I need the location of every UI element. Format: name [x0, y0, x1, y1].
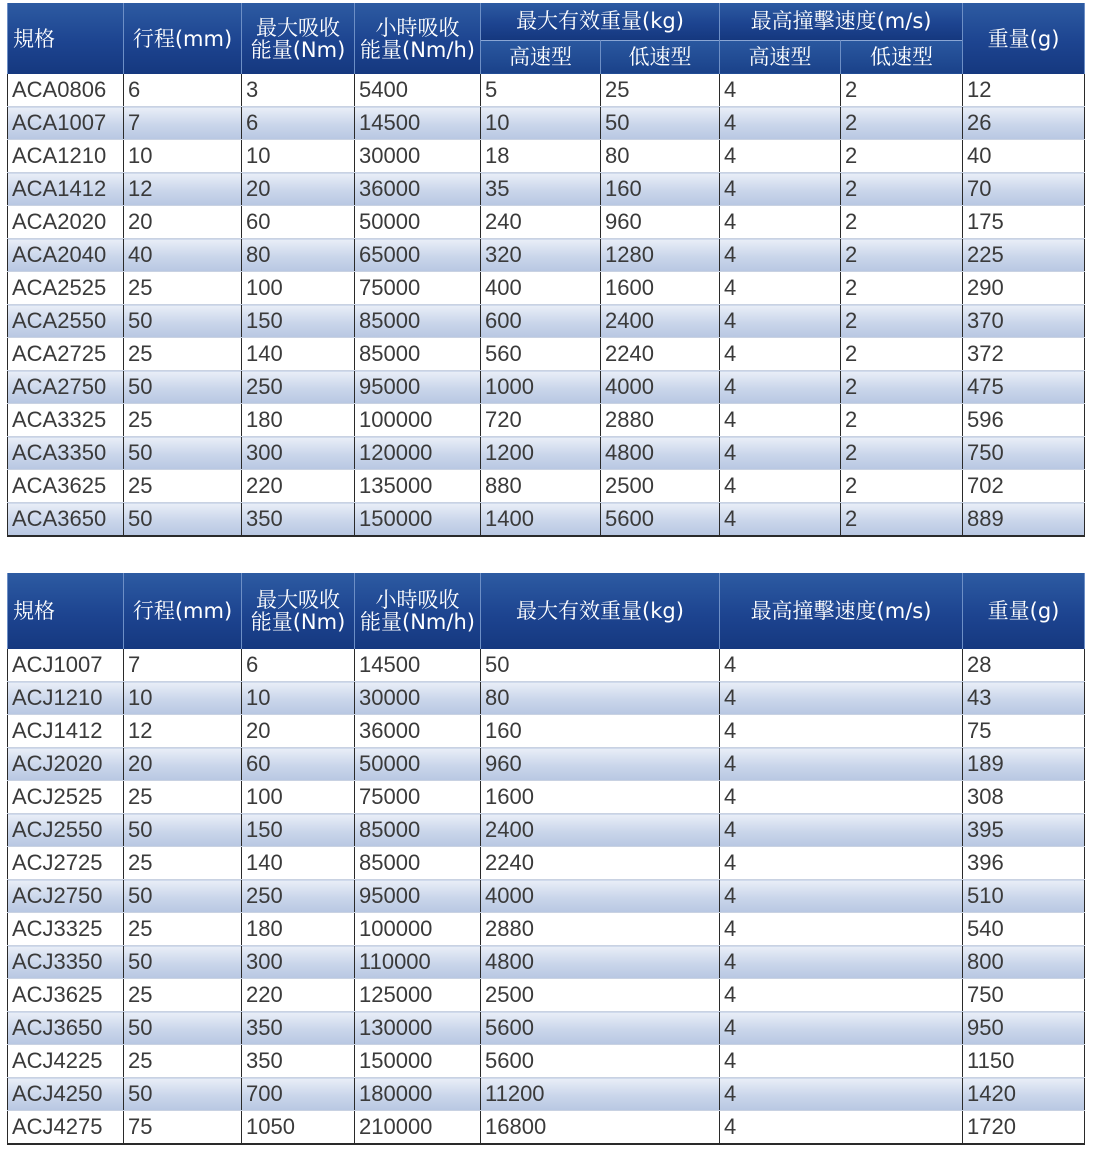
cell-max-energy: 700	[242, 1078, 355, 1111]
cell-max-energy: 100	[242, 781, 355, 814]
cell-weight: 290	[963, 272, 1085, 305]
table-row	[8, 1045, 1085, 1078]
cell-max-energy: 140	[242, 338, 355, 371]
cell-max-energy: 300	[242, 437, 355, 470]
cell-hourly-energy: 85000	[355, 305, 481, 338]
cell-speed-high-speed: 4	[720, 338, 841, 371]
table-row	[8, 305, 1085, 338]
cell-max-weight: 50	[481, 649, 720, 682]
header-max-energy-line2: 能量(Nm)	[250, 610, 346, 634]
cell-spec: ACJ2550	[8, 814, 124, 847]
cell-spec: ACJ3325	[8, 913, 124, 946]
acj-spec-table	[7, 573, 1085, 1145]
cell-stroke: 12	[124, 173, 242, 206]
cell-stroke: 7	[124, 649, 242, 682]
header-max-energy-line2: 能量(Nm)	[250, 37, 346, 62]
cell-hourly-energy: 5400	[355, 74, 481, 107]
cell-weight: 28	[963, 649, 1085, 682]
cell-weight: 75	[963, 715, 1085, 748]
header-stroke: 行程(mm)	[124, 3, 242, 74]
cell-speed-low-speed: 2	[841, 239, 963, 272]
cell-weight-high-speed: 240	[481, 206, 601, 239]
cell-weight: 540	[963, 913, 1085, 946]
header-max-speed: 最高撞擊速度(m/s)	[720, 573, 963, 649]
header-max-weight: 最大有效重量(kg)	[481, 573, 720, 649]
header-spec: 規格	[8, 573, 124, 649]
cell-weight-high-speed: 10	[481, 107, 601, 140]
cell-max-energy: 220	[242, 979, 355, 1012]
cell-hourly-energy: 30000	[355, 140, 481, 173]
cell-hourly-energy: 75000	[355, 272, 481, 305]
cell-hourly-energy: 135000	[355, 470, 481, 503]
cell-spec: ACJ1007	[8, 649, 124, 682]
table-row	[8, 649, 1085, 682]
cell-weight: 225	[963, 239, 1085, 272]
cell-weight: 750	[963, 437, 1085, 470]
cell-spec: ACA1007	[8, 107, 124, 140]
cell-max-energy: 10	[242, 140, 355, 173]
cell-weight-low-speed: 50	[601, 107, 720, 140]
cell-speed-low-speed: 2	[841, 470, 963, 503]
cell-weight: 175	[963, 206, 1085, 239]
acj-table-header	[8, 573, 1085, 649]
cell-stroke: 50	[124, 503, 242, 537]
cell-spec: ACJ2020	[8, 748, 124, 781]
cell-speed-low-speed: 2	[841, 371, 963, 404]
cell-max-energy: 150	[242, 305, 355, 338]
header-spec: 規格	[8, 3, 124, 74]
cell-max-energy: 3	[242, 74, 355, 107]
cell-weight: 189	[963, 748, 1085, 781]
cell-stroke: 25	[124, 404, 242, 437]
cell-weight: 702	[963, 470, 1085, 503]
cell-max-energy: 180	[242, 404, 355, 437]
cell-max-speed: 4	[720, 847, 963, 880]
cell-stroke: 50	[124, 1078, 242, 1111]
cell-max-weight: 2240	[481, 847, 720, 880]
table-row	[8, 371, 1085, 404]
cell-spec: ACJ4275	[8, 1111, 124, 1145]
table-row	[8, 404, 1085, 437]
cell-speed-high-speed: 4	[720, 404, 841, 437]
aca-table-body	[8, 74, 1085, 536]
cell-speed-high-speed: 4	[720, 239, 841, 272]
cell-max-energy: 60	[242, 748, 355, 781]
cell-stroke: 10	[124, 140, 242, 173]
cell-hourly-energy: 36000	[355, 173, 481, 206]
cell-hourly-energy: 36000	[355, 715, 481, 748]
cell-spec: ACJ2750	[8, 880, 124, 913]
header-hourly-energy-line1: 小時吸收	[375, 15, 460, 40]
cell-weight: 800	[963, 946, 1085, 979]
cell-hourly-energy: 130000	[355, 1012, 481, 1045]
cell-spec: ACA3325	[8, 404, 124, 437]
cell-max-weight: 2400	[481, 814, 720, 847]
cell-weight: 396	[963, 847, 1085, 880]
cell-weight: 370	[963, 305, 1085, 338]
cell-speed-high-speed: 4	[720, 74, 841, 107]
cell-weight: 950	[963, 1012, 1085, 1045]
header-hourly-energy-line2: 能量(Nm/h)	[360, 37, 475, 62]
cell-max-energy: 300	[242, 946, 355, 979]
cell-speed-low-speed: 2	[841, 206, 963, 239]
table-row	[8, 173, 1085, 206]
cell-max-weight: 2880	[481, 913, 720, 946]
header-max-energy-line1: 最大吸收	[256, 588, 340, 612]
cell-speed-low-speed: 2	[841, 107, 963, 140]
cell-weight-low-speed: 2500	[601, 470, 720, 503]
table-row	[8, 1078, 1085, 1111]
cell-weight-low-speed: 1280	[601, 239, 720, 272]
cell-max-weight: 2500	[481, 979, 720, 1012]
table-row	[8, 206, 1085, 239]
cell-weight: 1150	[963, 1045, 1085, 1078]
cell-weight-high-speed: 720	[481, 404, 601, 437]
cell-speed-low-speed: 2	[841, 140, 963, 173]
cell-max-energy: 6	[242, 107, 355, 140]
cell-hourly-energy: 110000	[355, 946, 481, 979]
cell-hourly-energy: 100000	[355, 913, 481, 946]
cell-stroke: 10	[124, 682, 242, 715]
cell-weight: 372	[963, 338, 1085, 371]
cell-weight: 26	[963, 107, 1085, 140]
cell-hourly-energy: 65000	[355, 239, 481, 272]
cell-speed-high-speed: 4	[720, 371, 841, 404]
cell-weight-low-speed: 1600	[601, 272, 720, 305]
cell-hourly-energy: 85000	[355, 338, 481, 371]
cell-stroke: 50	[124, 880, 242, 913]
cell-weight-low-speed: 5600	[601, 503, 720, 537]
cell-spec: ACJ2525	[8, 781, 124, 814]
header-max-energy-line1: 最大吸收	[256, 15, 340, 40]
cell-weight: 12	[963, 74, 1085, 107]
table-row	[8, 470, 1085, 503]
cell-max-energy: 60	[242, 206, 355, 239]
cell-spec: ACA2020	[8, 206, 124, 239]
table-row	[8, 503, 1085, 537]
cell-hourly-energy: 85000	[355, 847, 481, 880]
cell-max-energy: 10	[242, 682, 355, 715]
cell-weight-low-speed: 2240	[601, 338, 720, 371]
cell-spec: ACJ4250	[8, 1078, 124, 1111]
cell-max-energy: 6	[242, 649, 355, 682]
cell-speed-low-speed: 2	[841, 74, 963, 107]
header-hourly-energy-line2: 能量(Nm/h)	[360, 610, 475, 634]
cell-hourly-energy: 50000	[355, 206, 481, 239]
cell-stroke: 25	[124, 847, 242, 880]
cell-weight-low-speed: 2880	[601, 404, 720, 437]
cell-speed-low-speed: 2	[841, 305, 963, 338]
cell-hourly-energy: 180000	[355, 1078, 481, 1111]
cell-stroke: 20	[124, 748, 242, 781]
cell-max-energy: 80	[242, 239, 355, 272]
cell-weight: 1420	[963, 1078, 1085, 1111]
cell-weight-high-speed: 320	[481, 239, 601, 272]
cell-stroke: 25	[124, 979, 242, 1012]
cell-speed-high-speed: 4	[720, 107, 841, 140]
cell-weight-low-speed: 25	[601, 74, 720, 107]
table-row	[8, 1012, 1085, 1045]
cell-stroke: 50	[124, 305, 242, 338]
cell-stroke: 75	[124, 1111, 242, 1145]
cell-spec: ACA2750	[8, 371, 124, 404]
cell-max-speed: 4	[720, 649, 963, 682]
cell-weight-high-speed: 18	[481, 140, 601, 173]
header-stroke: 行程(mm)	[124, 573, 242, 649]
cell-spec: ACA1210	[8, 140, 124, 173]
cell-max-energy: 220	[242, 470, 355, 503]
header-weight: 重量(g)	[963, 3, 1085, 74]
cell-weight-high-speed: 1200	[481, 437, 601, 470]
cell-spec: ACJ3625	[8, 979, 124, 1012]
table-row	[8, 437, 1085, 470]
header-hourly-energy	[355, 573, 481, 649]
cell-weight: 596	[963, 404, 1085, 437]
cell-hourly-energy: 120000	[355, 437, 481, 470]
cell-stroke: 20	[124, 206, 242, 239]
cell-weight-low-speed: 4800	[601, 437, 720, 470]
cell-max-speed: 4	[720, 946, 963, 979]
cell-hourly-energy: 95000	[355, 371, 481, 404]
cell-stroke: 25	[124, 1045, 242, 1078]
cell-max-energy: 20	[242, 173, 355, 206]
cell-speed-low-speed: 2	[841, 503, 963, 537]
cell-stroke: 25	[124, 272, 242, 305]
cell-max-energy: 250	[242, 371, 355, 404]
cell-max-energy: 1050	[242, 1111, 355, 1145]
cell-max-speed: 4	[720, 781, 963, 814]
cell-spec: ACA2040	[8, 239, 124, 272]
cell-speed-high-speed: 4	[720, 437, 841, 470]
cell-spec: ACA2550	[8, 305, 124, 338]
cell-max-weight: 5600	[481, 1045, 720, 1078]
cell-weight-high-speed: 5	[481, 74, 601, 107]
cell-hourly-energy: 14500	[355, 649, 481, 682]
cell-spec: ACJ3350	[8, 946, 124, 979]
cell-max-weight: 11200	[481, 1078, 720, 1111]
cell-spec: ACA0806	[8, 74, 124, 107]
table-row	[8, 748, 1085, 781]
header-weight: 重量(g)	[963, 573, 1085, 649]
cell-max-energy: 20	[242, 715, 355, 748]
table-row	[8, 107, 1085, 140]
cell-weight: 750	[963, 979, 1085, 1012]
cell-hourly-energy: 95000	[355, 880, 481, 913]
table-row	[8, 913, 1085, 946]
cell-max-weight: 4000	[481, 880, 720, 913]
cell-weight: 1720	[963, 1111, 1085, 1145]
cell-max-speed: 4	[720, 682, 963, 715]
cell-spec: ACJ3650	[8, 1012, 124, 1045]
cell-speed-high-speed: 4	[720, 173, 841, 206]
cell-spec: ACA3625	[8, 470, 124, 503]
cell-weight-low-speed: 80	[601, 140, 720, 173]
cell-weight-low-speed: 160	[601, 173, 720, 206]
cell-hourly-energy: 85000	[355, 814, 481, 847]
table-row	[8, 814, 1085, 847]
table-row	[8, 140, 1085, 173]
cell-weight: 308	[963, 781, 1085, 814]
cell-spec: ACJ1412	[8, 715, 124, 748]
cell-max-weight: 16800	[481, 1111, 720, 1145]
header-speed-low-speed: 低速型	[841, 40, 963, 74]
cell-max-weight: 160	[481, 715, 720, 748]
cell-hourly-energy: 14500	[355, 107, 481, 140]
cell-stroke: 25	[124, 781, 242, 814]
cell-speed-low-speed: 2	[841, 404, 963, 437]
acj-table-body	[8, 649, 1085, 1144]
cell-hourly-energy: 75000	[355, 781, 481, 814]
cell-max-weight: 4800	[481, 946, 720, 979]
cell-max-speed: 4	[720, 1078, 963, 1111]
table-row	[8, 1111, 1085, 1145]
table-row	[8, 946, 1085, 979]
cell-weight: 475	[963, 371, 1085, 404]
cell-spec: ACJ4225	[8, 1045, 124, 1078]
cell-max-weight: 960	[481, 748, 720, 781]
cell-max-energy: 350	[242, 1045, 355, 1078]
cell-weight: 70	[963, 173, 1085, 206]
cell-hourly-energy: 150000	[355, 503, 481, 537]
cell-speed-high-speed: 4	[720, 470, 841, 503]
table-row	[8, 880, 1085, 913]
cell-stroke: 50	[124, 371, 242, 404]
cell-speed-high-speed: 4	[720, 305, 841, 338]
cell-hourly-energy: 125000	[355, 979, 481, 1012]
cell-stroke: 50	[124, 437, 242, 470]
cell-max-speed: 4	[720, 880, 963, 913]
cell-stroke: 50	[124, 946, 242, 979]
cell-stroke: 40	[124, 239, 242, 272]
cell-max-energy: 350	[242, 503, 355, 537]
cell-hourly-energy: 50000	[355, 748, 481, 781]
table-row	[8, 338, 1085, 371]
cell-max-weight: 80	[481, 682, 720, 715]
cell-speed-low-speed: 2	[841, 338, 963, 371]
cell-weight: 43	[963, 682, 1085, 715]
table-row	[8, 682, 1085, 715]
cell-max-speed: 4	[720, 913, 963, 946]
cell-weight: 889	[963, 503, 1085, 537]
cell-stroke: 6	[124, 74, 242, 107]
cell-weight-high-speed: 880	[481, 470, 601, 503]
cell-weight-high-speed: 400	[481, 272, 601, 305]
cell-stroke: 50	[124, 814, 242, 847]
table-row	[8, 847, 1085, 880]
cell-weight-high-speed: 600	[481, 305, 601, 338]
header-max-weight: 最大有效重量(kg)	[481, 3, 720, 40]
cell-max-weight: 5600	[481, 1012, 720, 1045]
aca-spec-table	[7, 3, 1085, 537]
cell-weight-high-speed: 560	[481, 338, 601, 371]
cell-weight-low-speed: 2400	[601, 305, 720, 338]
cell-max-energy: 180	[242, 913, 355, 946]
header-max-energy	[242, 573, 355, 649]
cell-stroke: 50	[124, 1012, 242, 1045]
table-row	[8, 781, 1085, 814]
cell-speed-low-speed: 2	[841, 173, 963, 206]
cell-weight-high-speed: 1400	[481, 503, 601, 537]
cell-stroke: 25	[124, 470, 242, 503]
cell-max-energy: 250	[242, 880, 355, 913]
cell-spec: ACA2725	[8, 338, 124, 371]
table-row	[8, 239, 1085, 272]
cell-max-energy: 100	[242, 272, 355, 305]
cell-speed-low-speed: 2	[841, 272, 963, 305]
cell-max-speed: 4	[720, 748, 963, 781]
cell-spec: ACA2525	[8, 272, 124, 305]
cell-speed-high-speed: 4	[720, 503, 841, 537]
cell-max-energy: 140	[242, 847, 355, 880]
cell-spec: ACA3650	[8, 503, 124, 537]
cell-hourly-energy: 30000	[355, 682, 481, 715]
cell-weight-high-speed: 35	[481, 173, 601, 206]
cell-stroke: 25	[124, 913, 242, 946]
cell-max-weight: 1600	[481, 781, 720, 814]
header-weight-high-speed: 高速型	[481, 40, 601, 74]
cell-weight: 40	[963, 140, 1085, 173]
cell-stroke: 7	[124, 107, 242, 140]
cell-max-speed: 4	[720, 814, 963, 847]
table-row	[8, 979, 1085, 1012]
cell-spec: ACA3350	[8, 437, 124, 470]
cell-max-speed: 4	[720, 715, 963, 748]
cell-hourly-energy: 150000	[355, 1045, 481, 1078]
cell-weight: 395	[963, 814, 1085, 847]
cell-max-energy: 350	[242, 1012, 355, 1045]
cell-max-energy: 150	[242, 814, 355, 847]
header-weight-low-speed: 低速型	[601, 40, 720, 74]
header-hourly-energy	[355, 3, 481, 74]
table-row	[8, 74, 1085, 107]
cell-speed-low-speed: 2	[841, 437, 963, 470]
header-speed-high-speed: 高速型	[720, 40, 841, 74]
cell-speed-high-speed: 4	[720, 140, 841, 173]
cell-hourly-energy: 210000	[355, 1111, 481, 1145]
cell-weight: 510	[963, 880, 1085, 913]
cell-stroke: 25	[124, 338, 242, 371]
header-hourly-energy-line1: 小時吸收	[375, 588, 460, 612]
cell-weight-low-speed: 960	[601, 206, 720, 239]
cell-weight-high-speed: 1000	[481, 371, 601, 404]
cell-max-speed: 4	[720, 1045, 963, 1078]
cell-max-speed: 4	[720, 1111, 963, 1145]
cell-speed-high-speed: 4	[720, 206, 841, 239]
cell-speed-high-speed: 4	[720, 272, 841, 305]
cell-weight-low-speed: 4000	[601, 371, 720, 404]
cell-max-speed: 4	[720, 979, 963, 1012]
aca-table-header	[8, 3, 1085, 74]
table-row	[8, 715, 1085, 748]
header-max-energy	[242, 3, 355, 74]
cell-spec: ACA1412	[8, 173, 124, 206]
cell-spec: ACJ2725	[8, 847, 124, 880]
table-row	[8, 272, 1085, 305]
cell-max-speed: 4	[720, 1012, 963, 1045]
cell-stroke: 12	[124, 715, 242, 748]
cell-hourly-energy: 100000	[355, 404, 481, 437]
cell-spec: ACJ1210	[8, 682, 124, 715]
header-max-speed: 最高撞擊速度(m/s)	[720, 3, 963, 40]
